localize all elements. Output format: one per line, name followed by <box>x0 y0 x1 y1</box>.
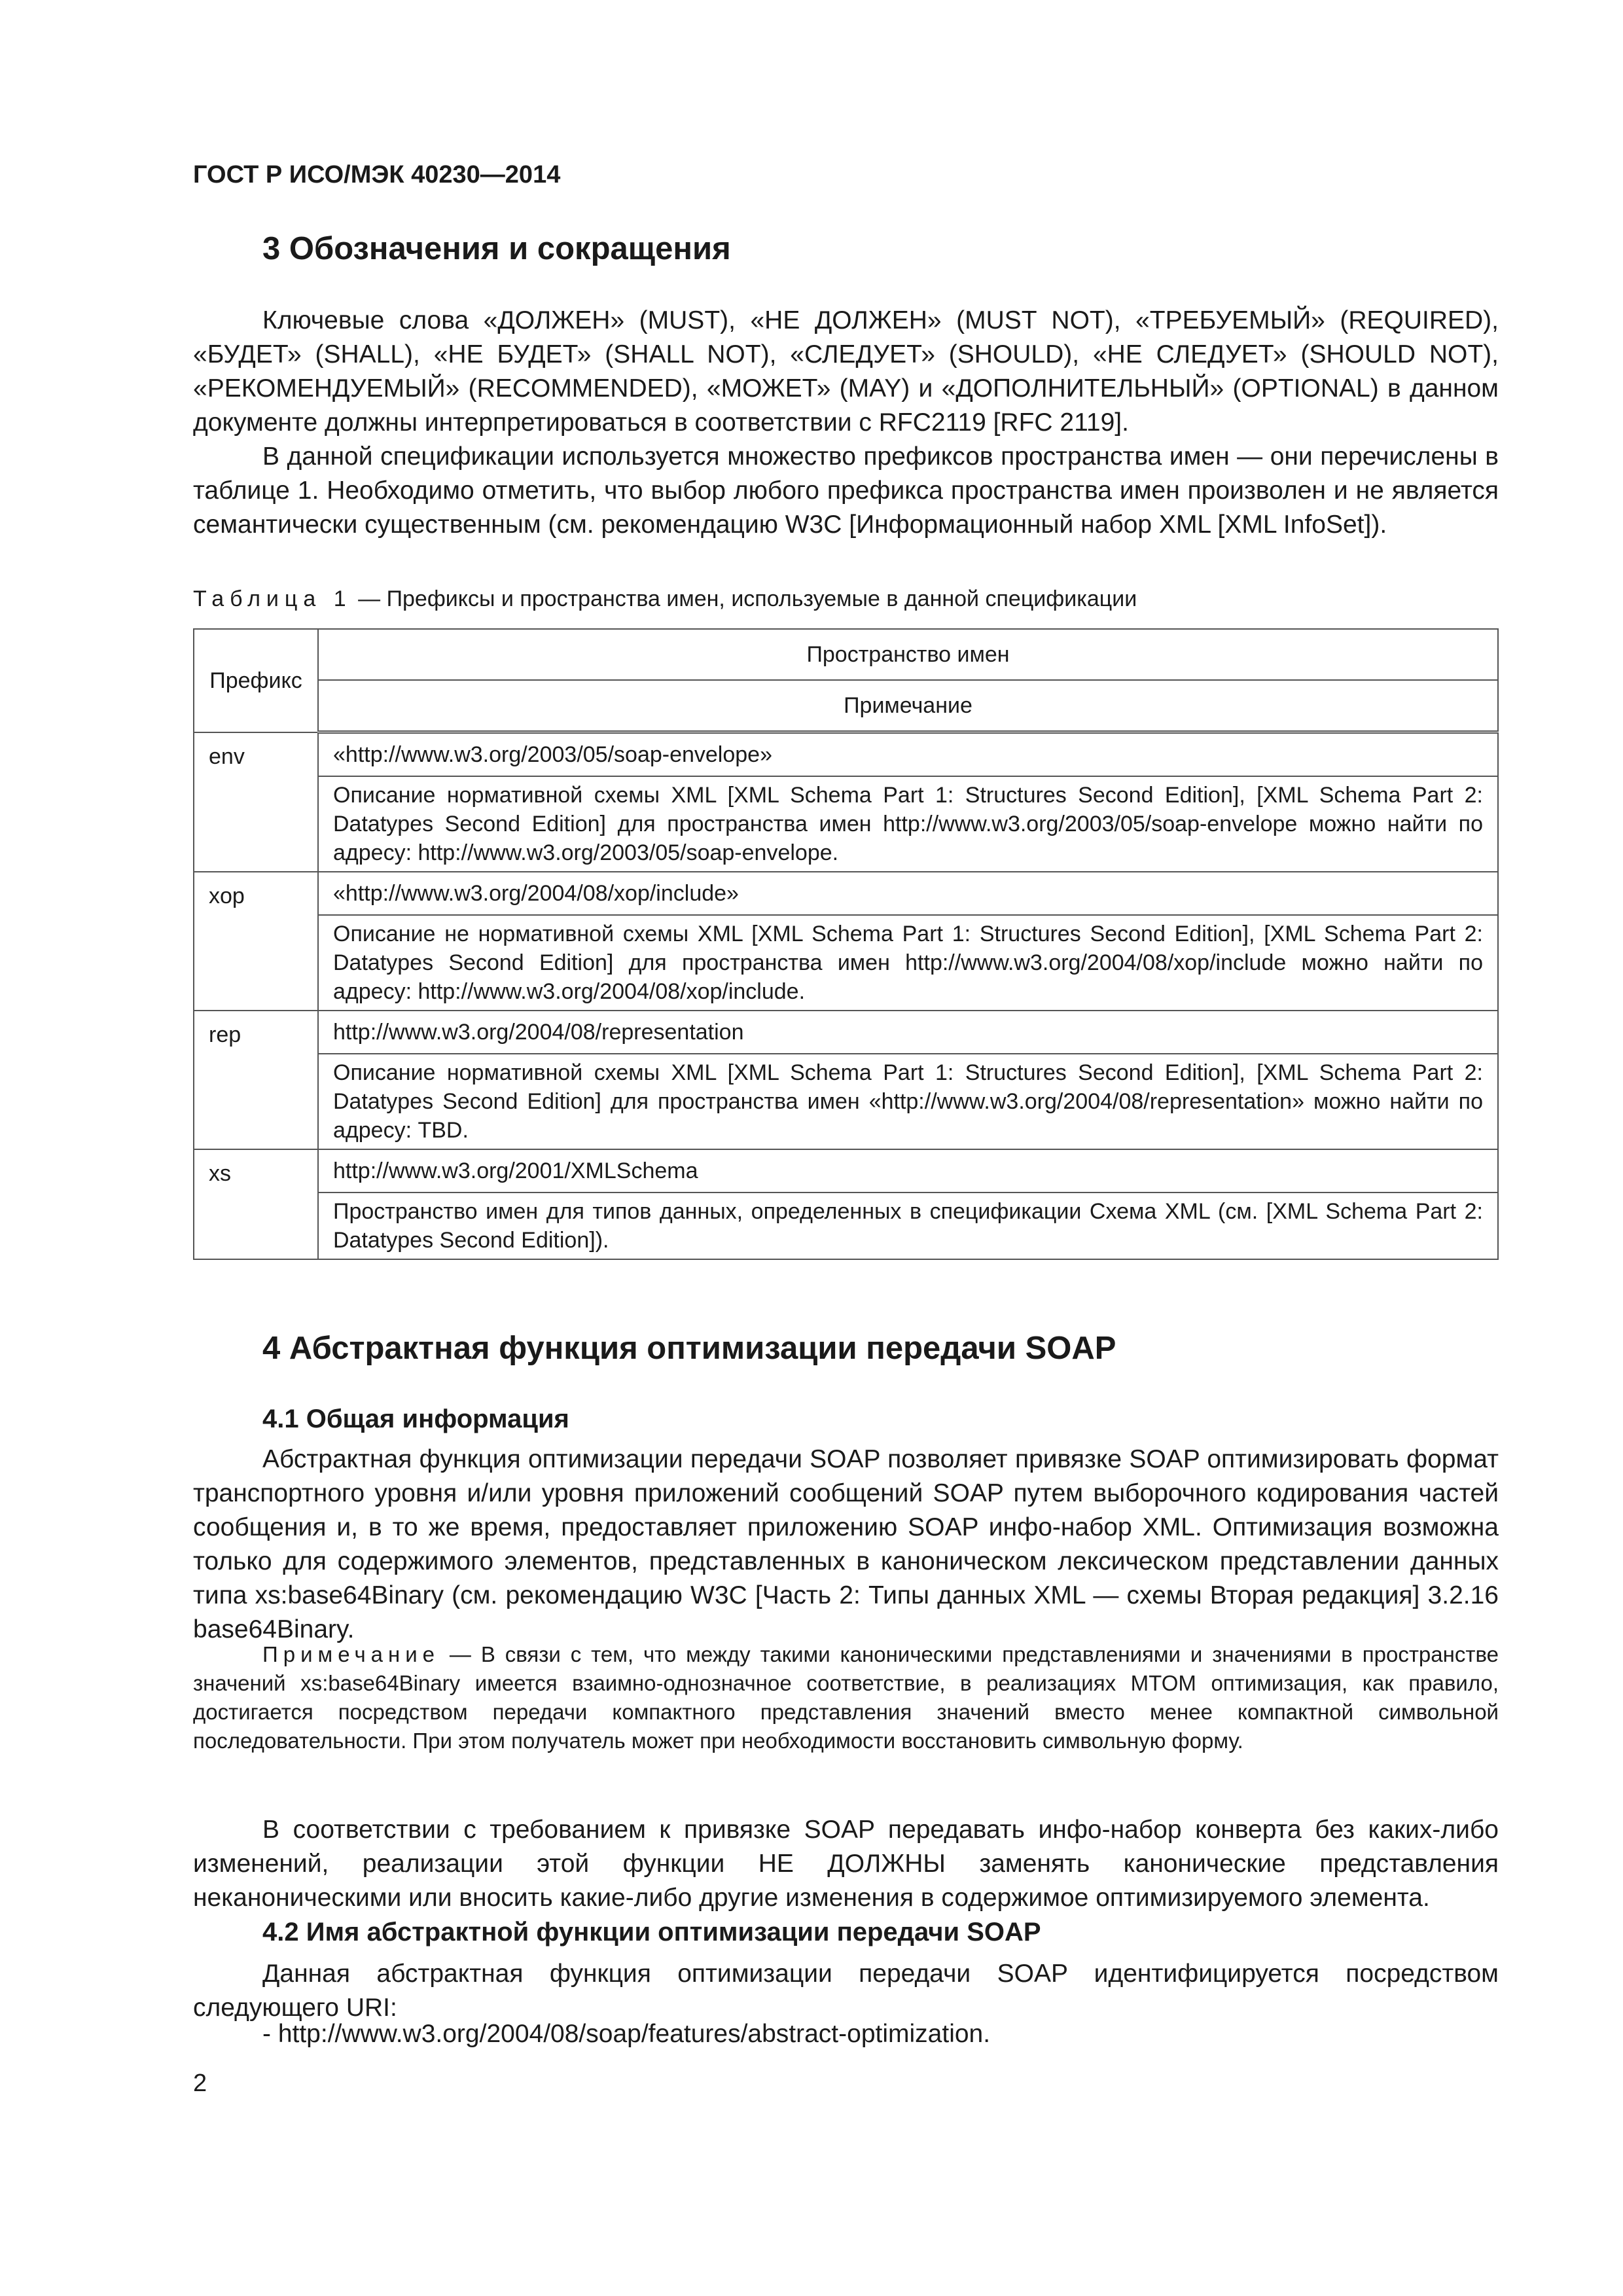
section-4-1-paragraph-1: Абстрактная функция оптимизации передачи SOAP позволяет привязке SOAP оптимизировать формат транспортного уровня и/или уровня приложений сообщений SOAP путем выборочного кодирования частей сообщения и, в то же время, предоставляет приложению SOAP инфо-набор XML. Оптимизация возможна только для содержимого элементов, представленных в каноническом лексическом представлении данных типа xs:base64Binary (см. рекомендацию W3C [Часть 2: Типы данных XML — схемы Вторая редакция] 3.2.16 base64Binary. <box>193 1445 1499 1643</box>
namespace-cell: «http://www.w3.org/2004/08/xop/include» <box>318 872 1498 915</box>
section-4-1-title: 4.1 Общая информация <box>262 1405 569 1433</box>
table-1-caption-label: Таблица 1 <box>193 586 352 611</box>
uri-list-item: - http://www.w3.org/2004/08/soap/features/abstract-optimization. <box>262 2020 991 2048</box>
section-4-1-paragraph-2: В соответствии с требованием к привязке SOAP передавать инфо-набор конверта без каких-либо изменений, реализации этой функции НЕ ДОЛЖНЫ заменять канонические представления неканоническими или вносить какие-либо другие изменения в содержимое оптимизируемого элемента. <box>193 1816 1499 1912</box>
table-row <box>194 872 1498 915</box>
section-3-paragraph-2: В данной спецификации используется множество префиксов пространства имен — они перечислены в таблице 1. Необходимо отметить, что выбор любого префикса пространства имен произволен и не является семантически существенным (см. рекомендацию W3C [Информационный набор XML [XML InfoSet]). <box>193 442 1499 539</box>
note-cell: Пространство имен для типов данных, определенных в спецификации Схема XML (см. [XML Schema Part 2: Datatypes Second Edition]). <box>318 1193 1498 1259</box>
header-namespace: Пространство имен <box>318 629 1498 680</box>
prefix-cell: env <box>194 732 318 872</box>
table-row <box>194 776 1498 872</box>
header-note: Примечание <box>318 680 1498 732</box>
table-header-row <box>194 680 1498 732</box>
table-row <box>194 732 1498 777</box>
page-number: 2 <box>193 2070 207 2097</box>
note-cell: Описание не нормативной схемы XML [XML Schema Part 1: Structures Second Edition], [XML Schema Part 2: Datatypes Second Edition] для пространства имен http://www.w3.org/2004/08/xop/include можно найти по адресу: http://www.w3.org/2004/08/xop/include. <box>318 915 1498 1011</box>
section-4-1-note <box>193 1640 1499 1755</box>
section-4-2-title: 4.2 Имя абстрактной функции оптимизации передачи SOAP <box>262 1918 1041 1946</box>
prefix-cell: xs <box>194 1149 318 1259</box>
prefix-cell: rep <box>194 1011 318 1149</box>
section-4-2-paragraph: Данная абстрактная функция оптимизации передачи SOAP идентифицируется посредством следующего URI: <box>193 1960 1499 2022</box>
note-cell: Описание нормативной схемы XML [XML Schema Part 1: Structures Second Edition], [XML Schema Part 2: Datatypes Second Edition] для пространства имен «http://www.w3.org/2004/08/representation» можно найти по адресу: TBD. <box>318 1054 1498 1149</box>
document-header: ГОСТ Р ИСО/МЭК 40230—2014 <box>193 161 561 188</box>
table-row <box>194 1054 1498 1149</box>
namespace-prefix-table <box>193 628 1499 1260</box>
section-4-title: 4 Абстрактная функция оптимизации передачи SOAP <box>262 1331 1116 1366</box>
section-3-paragraph-1: Ключевые слова «ДОЛЖЕН» (MUST), «НЕ ДОЛЖЕН» (MUST NOT), «ТРЕБУЕМЫЙ» (REQUIRED), «БУДЕТ» (SHALL), «НЕ БУДЕТ» (SHALL NOT), «СЛЕДУЕТ» (SHOULD), «НЕ СЛЕДУЕТ» (SHOULD NOT), «РЕКОМЕНДУЕМЫЙ» (RECOMMENDED), «МОЖЕТ» (MAY) и «ДОПОЛНИТЕЛЬНЫЙ» (OPTIONAL) в данном документе должны интерпретироваться в соответствии с RFC2119 [RFC 2119]. <box>193 306 1499 437</box>
prefix-cell: xop <box>194 872 318 1011</box>
namespace-cell: http://www.w3.org/2001/XMLSchema <box>318 1149 1498 1193</box>
table-row <box>194 1149 1498 1193</box>
table-header-row <box>194 629 1498 680</box>
namespace-cell: «http://www.w3.org/2003/05/soap-envelope» <box>318 732 1498 777</box>
section-3-title: 3 Обозначения и сокращения <box>262 231 731 266</box>
namespace-cell: http://www.w3.org/2004/08/representation <box>318 1011 1498 1054</box>
table-1-caption-text: — Префиксы и пространства имен, используемые в данной спецификации <box>351 586 1137 611</box>
header-prefix: Префикс <box>194 629 318 732</box>
table-row <box>194 915 1498 1011</box>
table-row <box>194 1011 1498 1054</box>
note-text: — В связи с тем, что между такими каноническими представлениями и значениями в пространстве значений xs:base64Binary имеется взаимно-однозначное соответствие, в реализациях MTOM оптимизация, как правило, достигается посредством передачи компактного представления значений вместо менее компактной символьной последовательности. При этом получатель может при необходимости восстановить символьную форму. <box>193 1642 1499 1753</box>
table-1-caption <box>193 586 1137 612</box>
note-cell: Описание нормативной схемы XML [XML Schema Part 1: Structures Second Edition], [XML Schema Part 2: Datatypes Second Edition] для пространства имен http://www.w3.org/2003/05/soap-envelope можно найти по адресу: http://www.w3.org/2003/05/soap-envelope. <box>318 776 1498 872</box>
note-label: Примечание <box>262 1642 440 1666</box>
table-row <box>194 1193 1498 1259</box>
